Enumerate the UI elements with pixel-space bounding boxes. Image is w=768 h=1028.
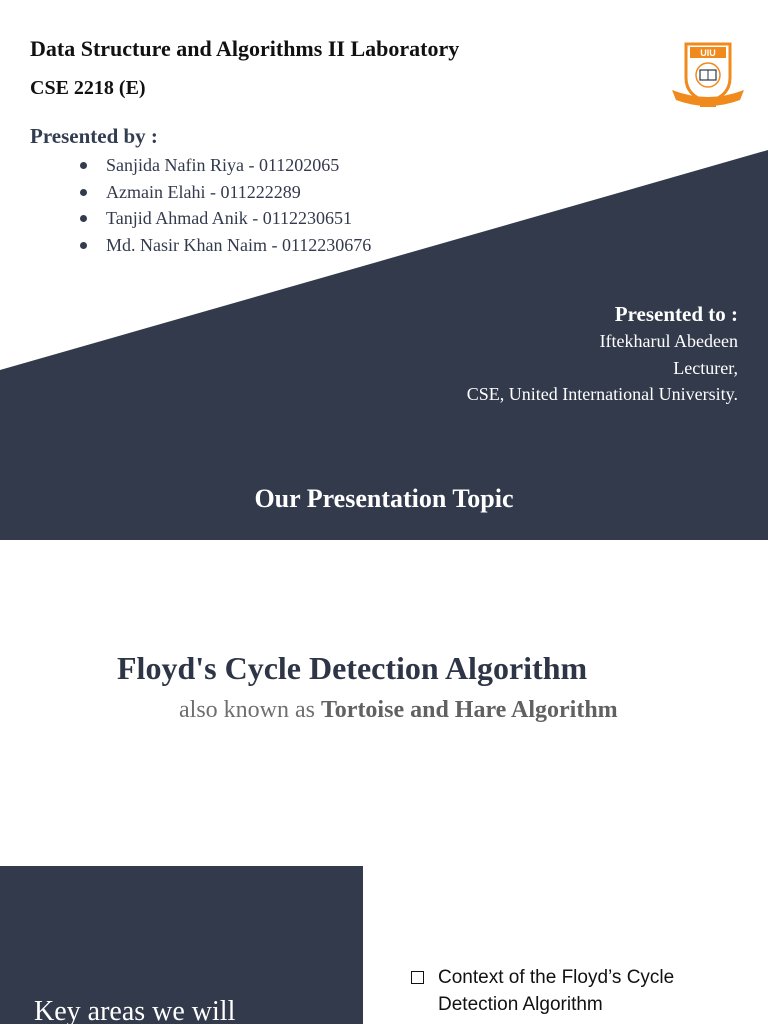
supervisor-name: Iftekharul Abedeen [599,331,738,351]
list-item: Tanjid Ahmad Anik - 0112230651 [78,205,371,232]
list-item: Sanjida Nafin Riya - 011202065 [78,152,371,179]
list-item: Md. Nasir Khan Naim - 0112230676 [78,232,371,259]
presented-to-label: Presented to : [614,302,738,326]
supervisor-title: Lecturer, [673,357,738,378]
course-title: Data Structure and Algorithms II Laboratory [30,36,460,61]
list-item: Azmain Elahi - 011222289 [78,179,371,206]
logo-text: UIU [700,48,716,58]
agenda-list [410,964,740,1018]
subtitle-alias: Tortoise and Hare Algorithm [320,697,618,723]
topic-heading: Our Presentation Topic [254,484,514,513]
supervisor-department: CSE, United International University. [466,384,738,404]
agenda-item-label: Context of the Floyd’s Cycle Detection Algorithm [438,967,675,1015]
presented-to-block [467,300,738,408]
member-list [78,152,371,259]
key-areas-heading: Key areas we will [34,996,236,1027]
subtitle-prefix: also known as [179,697,315,723]
checkbox-icon [411,971,424,984]
uiu-logo-icon [668,38,748,110]
algorithm-subtitle [179,697,618,724]
course-code: CSE 2218 (E) [30,77,146,99]
algorithm-title: Floyd's Cycle Detection Algorithm [117,650,588,686]
list-item [410,964,740,1018]
presented-by-label: Presented by : [30,124,158,148]
